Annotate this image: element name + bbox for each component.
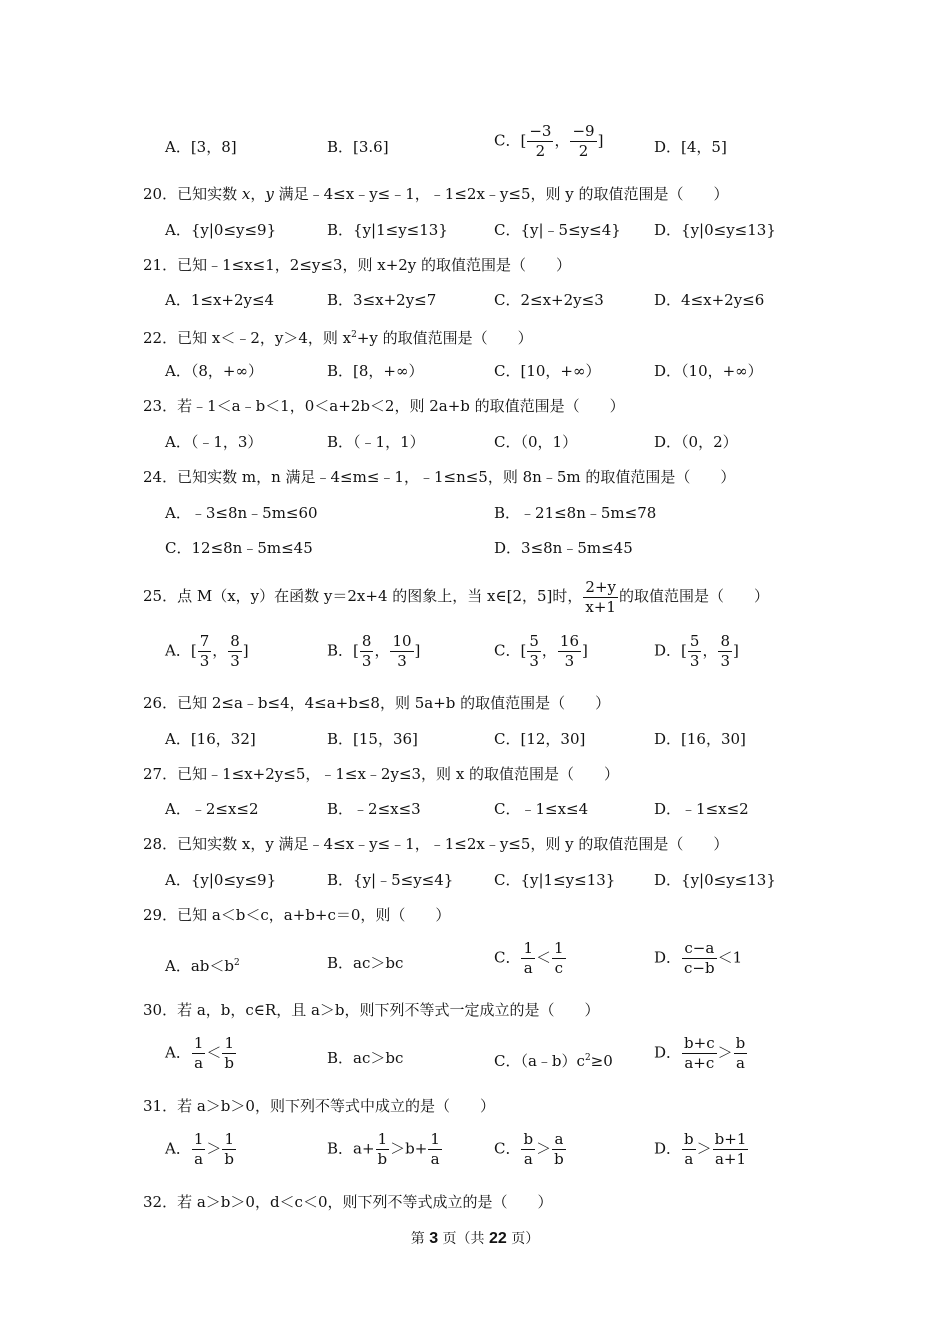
- q31-stem: 31．若 a＞b＞0，则下列不等式中成立的是（ ）: [143, 1097, 495, 1115]
- q24-option-c: C．12≤8n﹣5m≤45: [165, 539, 313, 557]
- q19-option-a: A．[3，8]: [165, 138, 237, 156]
- q20-option-b: B．{y|1≤y≤13}: [327, 221, 448, 239]
- q24-option-a: A．﹣3≤8n﹣5m≤60: [165, 504, 318, 522]
- q25-option-d: D．[ $\frac{5}{3}$ ， $\frac{8}{3}$ ]: [654, 632, 739, 670]
- q20-stem: 20．已知实数 x，y 满足﹣4≤x﹣y≤﹣1，﹣1≤2x﹣y≤5，则 y 的取值范围是（ ）: [143, 185, 729, 203]
- q20-option-d: D．{y|0≤y≤13}: [654, 221, 776, 239]
- q23-option-a: A．（﹣1，3）: [165, 433, 263, 451]
- q21-option-d: D．4≤x+2y≤6: [654, 291, 765, 309]
- q30-option-c: C．$(a﹣b)c^2\ge 0$: [494, 1052, 613, 1070]
- q21-stem: 21．已知﹣1≤x≤1，2≤y≤3，则 x+2y 的取值范围是（ ）: [143, 256, 572, 274]
- q25-stem: 25．点 M（x，y）在函数 y＝2x+4 的图象上，当 x∈[2，5]时， $\frac{2+y}{x+1}$ 的取值范围是（ ）: [143, 577, 770, 616]
- q20-option-a: A．{y|0≤y≤9}: [165, 221, 277, 239]
- q31-option-c: C． $\frac{b}{a}$ ＞ $\frac{a}{b}$: [494, 1130, 564, 1168]
- q25-option-a: A．[ $\frac{7}{3}$ ， $\frac{8}{3}$ ]: [165, 632, 249, 670]
- q22-option-b: B．[8，+∞）: [327, 362, 424, 380]
- q21-option-c: C．2≤x+2y≤3: [494, 291, 604, 309]
- q31-option-b: B．a+ $\frac{1}{b}$ ＞b+ $\frac{1}{a}$: [327, 1130, 440, 1168]
- q22-option-d: D．（10，+∞）: [654, 362, 763, 380]
- q22-option-a: A．（8，+∞）: [165, 362, 263, 380]
- q23-option-c: C．（0，1）: [494, 433, 578, 451]
- q24-option-b: B．﹣21≤8n﹣5m≤78: [494, 504, 657, 522]
- q29-option-a: A．$ab<b^2$: [165, 957, 240, 975]
- q23-option-d: D．（0，2）: [654, 433, 738, 451]
- q26-option-a: A．[16，32]: [165, 730, 256, 748]
- q31-option-a: A． $\frac{1}{a}$ ＞ $\frac{1}{b}$: [165, 1130, 235, 1168]
- q27-option-a: A．﹣2≤x≤2: [165, 800, 259, 818]
- q29-option-c: C． $\frac{1}{a}$ ＜ $\frac{1}{c}$: [494, 939, 564, 977]
- q22-stem: 22．已知 x＜﹣2，y＞4，则 $x^2+y$ 的取值范围是（ ）: [143, 329, 533, 347]
- q30-option-b: B．ac＞bc: [327, 1049, 404, 1067]
- q25-option-c: C．[ $\frac{5}{3}$ ， $\frac{16}{3}$ ]: [494, 632, 588, 670]
- q19-option-b: B．[3.6]: [327, 138, 389, 156]
- q27-option-d: D．﹣1≤x≤2: [654, 800, 749, 818]
- q30-option-a: A． $\frac{1}{a}$ ＜ $\frac{1}{b}$: [165, 1034, 235, 1072]
- q23-stem: 23．若﹣1＜a﹣b＜1，0＜a+2b＜2，则 2a+b 的取值范围是（ ）: [143, 397, 625, 415]
- q27-stem: 27．已知﹣1≤x+2y≤5，﹣1≤x﹣2y≤3，则 x 的取值范围是（ ）: [143, 765, 620, 783]
- q32-stem: 32．若 a＞b＞0，d＜c＜0，则下列不等式成立的是（ ）: [143, 1193, 553, 1211]
- q26-stem: 26．已知 2≤a﹣b≤4，4≤a+b≤8，则 5a+b 的取值范围是（ ）: [143, 694, 611, 712]
- q21-option-b: B．3≤x+2y≤7: [327, 291, 437, 309]
- page-footer: 第 3 页（共 22 页）: [410, 1230, 540, 1247]
- q22-option-c: C．[10，+∞）: [494, 362, 601, 380]
- q31-option-d: D． $\frac{b}{a}$ ＞ $\frac{b+1}{a+1}$: [654, 1130, 747, 1168]
- q27-option-b: B．﹣2≤x≤3: [327, 800, 421, 818]
- q19-option-c: C．[ $\frac{-3}{2}$ ， $\frac{-9}{2}$ ]: [494, 122, 604, 160]
- q26-option-b: B．[15，36]: [327, 730, 418, 748]
- q20-option-c: C．{y|﹣5≤y≤4}: [494, 221, 621, 239]
- q24-option-d: D．3≤8n﹣5m≤45: [494, 539, 633, 557]
- q29-option-b: B．ac＞bc: [327, 954, 404, 972]
- q27-option-c: C．﹣1≤x≤4: [494, 800, 589, 818]
- q26-option-d: D．[16，30]: [654, 730, 746, 748]
- q28-option-c: C．{y|1≤y≤13}: [494, 871, 616, 889]
- q24-stem: 24．已知实数 m，n 满足﹣4≤m≤﹣1，﹣1≤n≤5，则 8n﹣5m 的取值范围是（ ）: [143, 468, 736, 486]
- q23-option-b: B．（﹣1，1）: [327, 433, 425, 451]
- q26-option-c: C．[12，30]: [494, 730, 586, 748]
- q21-option-a: A．1≤x+2y≤4: [165, 291, 275, 309]
- q29-stem: 29．已知 a＜b＜c，a+b+c＝0，则（ ）: [143, 906, 451, 924]
- q28-option-d: D．{y|0≤y≤13}: [654, 871, 776, 889]
- q28-option-a: A．{y|0≤y≤9}: [165, 871, 277, 889]
- q25-option-b: B．[ $\frac{8}{3}$ ， $\frac{10}{3}$ ]: [327, 632, 421, 670]
- q28-stem: 28．已知实数 x，y 满足﹣4≤x﹣y≤﹣1，﹣1≤2x﹣y≤5，则 y 的取值范围是（ ）: [143, 835, 729, 853]
- q19-option-d: D．[4，5]: [654, 138, 727, 156]
- q28-option-b: B．{y|﹣5≤y≤4}: [327, 871, 454, 889]
- q30-stem: 30．若 a，b，c∈R，且 a＞b，则下列不等式一定成立的是（ ）: [143, 1001, 600, 1019]
- q30-option-d: D． $\frac{b+c}{a+c}$ ＞ $\frac{b}{a}$: [654, 1034, 746, 1072]
- q29-option-d: D． $\frac{c-a}{c-b}$ ＜1: [654, 939, 743, 977]
